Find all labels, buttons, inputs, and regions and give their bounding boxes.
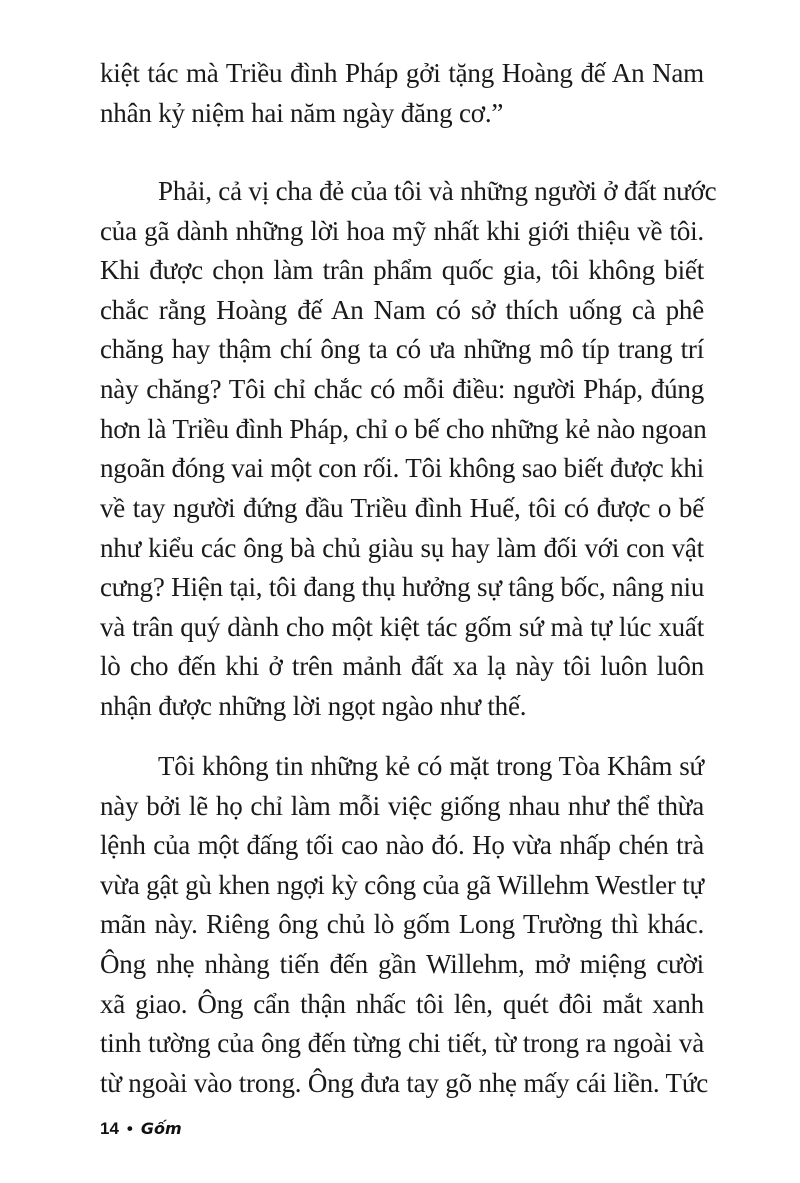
text-line: chăng hay thậm chí ông ta có ưa những mô típ trang trí [100,334,704,364]
text-line: kiệt tác mà Triều đình Pháp gởi tặng Hoàng đế An Nam [100,58,704,88]
text-line: này chăng? Tôi chỉ chắc có mỗi điều: người Pháp, đúng [100,374,704,404]
separator-dot: • [126,1119,133,1138]
text-line: Phải, cả vị cha đẻ của tôi và những người ở đất nước [158,176,717,206]
text-line: này bởi lẽ họ chỉ làm mỗi việc giống nhau như thể thừa [100,791,704,821]
text-line: ngoãn đóng vai một con rối. Tôi không sao biết được khi [100,453,704,483]
text-line: chắc rằng Hoàng đế An Nam có sở thích uống cà phê [100,295,704,325]
page-footer [100,1118,182,1140]
text-line: lò cho đến khi ở trên mảnh đất xa lạ này tôi luôn luôn [100,651,704,681]
text-line: và trân quý dành cho một kiệt tác gốm sứ mà tự lúc xuất [100,612,704,642]
text-line: Khi được chọn làm trân phẩm quốc gia, tôi không biết [100,255,704,285]
text-line: hơn là Triều đình Pháp, chỉ o bế cho những kẻ nào ngoan [100,414,707,444]
book-title: Gốm [140,1119,182,1138]
text-line: về tay người đứng đầu Triều đình Huế, tôi có được o bế [100,493,704,523]
text-line: của gã dành những lời hoa mỹ nhất khi giới thiệu về tôi. [100,216,704,246]
text-line: nhận được những lời ngọt ngào như thế. [100,691,527,721]
text-line: vừa gật gù khen ngợi kỳ công của gã Willehm Westler tự [100,870,704,900]
text-line: lệnh của một đấng tối cao nào đó. Họ vừa nhấp chén trà [100,830,704,860]
text-line: tinh tường của ông đến từng chi tiết, từ trong ra ngoài và [100,1028,704,1058]
text-line: Tôi không tin những kẻ có mặt trong Tòa Khâm sứ [158,751,704,781]
page-number: 14 [100,1119,119,1138]
text-line: Ông nhẹ nhàng tiến đến gần Willehm, mở miệng cười [100,949,704,979]
text-line: xã giao. Ông cẩn thận nhấc tôi lên, quét đôi mắt xanh [100,989,704,1019]
text-line: cưng? Hiện tại, tôi đang thụ hưởng sự tâng bốc, nâng niu [100,572,705,602]
text-line: nhân kỷ niệm hai năm ngày đăng cơ.” [100,98,504,128]
text-line: mãn này. Riêng ông chủ lò gốm Long Trường thì khác. [100,909,704,939]
text-line: như kiểu các ông bà chủ giàu sụ hay làm đối với con vật [100,533,704,563]
text-line: từ ngoài vào trong. Ông đưa tay gõ nhẹ mấy cái liền. Tức [100,1068,709,1098]
